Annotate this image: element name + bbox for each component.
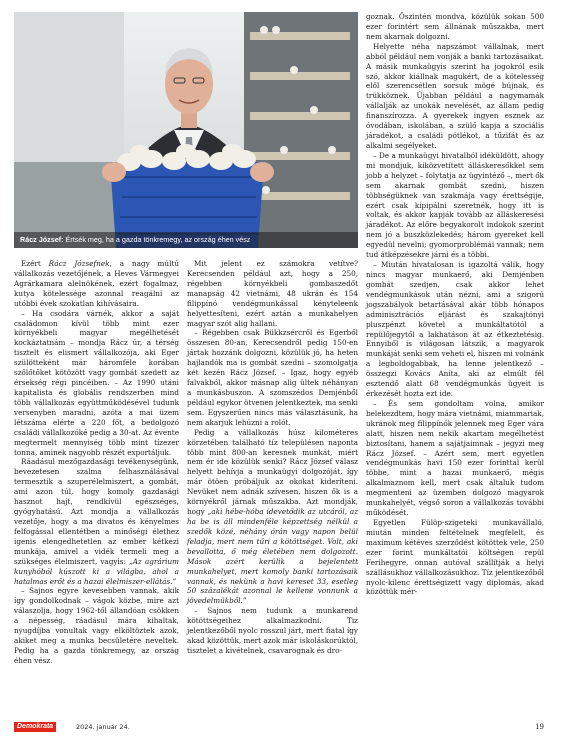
article-paragraph: – És sem gondoltam volna, amikor belekezdtem, hogy mára vietnámi, miammariak, ukránok meg filippínók jelennek meg Eger vára alatt, hiszen nem nekik akartam megélhetést biztosítani, hanem a sajátjaimnak – jegyzi meg Rácz József. – Azért sem, mert egyetlen vendégmunkás havi 150 ezer forinttal kerül többe, mint a hazai munkaerő, mégis alkalmaznom kell, mert csak általuk tudom megmenteni az üzemben dolgozó magyarok munkahelyét, végső soron a vállalkozás további működését. [366, 398, 544, 518]
caption-speaker: Rácz József: [20, 235, 64, 244]
article-paragraph: – Sajnos nem tudunk a munkarend kötöttségeihez alkalmazkodni. Tiz jelentkezőből nyolc rosszul járt, mert fiatal így akad közöttük, mert azok már iskoláskorúktól, tisztelet a kivételnek, csavarognak és dro- [187, 606, 358, 655]
article-paragraph [187, 428, 358, 607]
article-paragraph: – De a munkaügyi hivatalból idéküldött, ahogy mi mondjuk, kiközvetített álláskeresőkkel sem jobb a helyzet – folytatja az ügyintéző –, mert ők sem akarnak gombát szedni, hiszen többségüknek van szakmája vagy érettségije, ezért csak kipipálni szeretnék, hogy itt is voltak, és akkor kapják tovább az álláskeresési járadékot. Az előre begyakorolt indokok szerint nem jó a buszközlekedés; három gyereket kell egyedül nevelni; gyomorproblémái vannak; nem tud átképzésekre járni és a többi. [366, 150, 544, 260]
issue-date: 2024. január 24. [76, 723, 130, 731]
article-paragraph: Egyetlen Fülöp-szigeteki munkavállaló, miután minden feltételnek megfelelt, és maximum kétéves szerződést kötöttek vele, 250 ezer forint munkáltatói költségen repül Ferihegyre, onnan autóval szállítják a helyi szállásukhoz vállalkozásukhoz. Tíz jelentkezőből nyolc-kilenc érettségizett vagy diplomás, akad közöttük mér- [366, 518, 544, 597]
article-paragraph: Mit jelent ez számokra vetítve? Kerecsenden például azt, hogy a 250, régebben környékbeli gombaszedőt manapság 42 vietnámi, 48 ukrán és 154 filippínó vendégmunkással kényteleenk helyettesíteni, ezért aztán a munkahelyen magyar szót alig hallani. [187, 259, 358, 328]
article-paragraph: – Ha csodára várnék, akkor a saját családomon kívül több mint ezer környékbeli magyar megélhetését kockáztatnám – mondja Rácz úr, a térség tisztelt és elismert vállalkozója, aki Eger szülötteként már háromféle korában szőlőtőket kötözött vagy gombát szedett az érsekség régi pincéiben. – Az 1990 utáni kapitalista és globális rendszerben mind több vállalkozás együttműködésével tudunk versenyben maradni, azóta a mai üzem létszáma elérte a 220 főt, a bedolgozó családi vállalkozóké pedig a 30-at. Az éventе megtermelt mennyiség több mint tízezer tonna, aminek nagyobb részét exportáljuk. [14, 308, 179, 457]
article-column-2 [187, 259, 358, 656]
paragraph-text: , a nagy múltú vállalkozás vezetőjének, a Heves Vármegyei Agrárkamara alelnökének, ezért fogalmaz, kutya kötelessége azonnal reagálni az utóbbi évek szokatlan kihívásaira. [14, 259, 179, 308]
magazine-logo: Demokrata [14, 722, 56, 732]
paragraph-text: Pedig a vállalkozás húsz kilométeres körzetében található tíz településen napontа több mint 800-an keresnek munkát, miért nem ér ide közülük senki? Rácz József válasz helyett behívja a munkaügyi dolgozóját, így már ötöen próbáljuk az okokat kideríteni. Nevüket nem adnák szívesen, hiszen ők is a környékről járnak műszakba. Azt mondják, hogy [187, 427, 358, 517]
article-paragraph [14, 259, 179, 309]
article-column-3 [366, 12, 544, 597]
article-paragraph: goznak. Őszintén mondva, közülük sokan 500 ezer forintért sem állnának műszakba, mert nem akarnak dolgozni. [366, 12, 544, 41]
italic-quote: Rácz Józsefnek [48, 259, 110, 268]
article-paragraph: Helyette néha napszámot vállalnak, mert abból például nem vonják a banki tartozásaikat. A másik munkaügyis szerint ha jogokról esik szó, akkor kiállnak magukért, de a kötelesség elől szerencsétlen sorsuk mögé bújnak, és trükköznek. Újabban például a nagymamák vállalják az unokák nevelését, az állam pedig finanszírozza. A gyerekek ingyen esznek az óvodában, iskolában, a szülő kapja a szociális járadékot, a családi pótlékot, a tűzifát és az alkalmi segélyeket. [366, 41, 544, 150]
photo-illustration [14, 12, 358, 248]
photo-caption [14, 232, 358, 248]
article-column-1 [14, 259, 179, 666]
article-paragraph: – Régebben csak Bükkzsércről és Egerből összesen 80-an, Kerecsendről pedig 150-en jártak hozzánk dolgozni, közülük jó, ha heten hajlandók ma is gombát szedni – szomolgatja két kezén Rácz József. – Igaz, hogy egyéb falvakból, akkor másnap alig ültek néhányan a munkásbuszon. A szomszédos Demjénből például egykor ötvenen jelentkeztek, ma senki sem. Egyszerűen nincs más választásunk, ha nem akarjuk lehúzni a rolót. [187, 328, 358, 427]
caption-quote: Értsék meg, ha a gazda tönkremegy, az ország éhen vész [63, 235, 251, 244]
italic-quote: „Az agrárium kunyhóból kúszott ki a világba, ahol a hatalmas erőt és a hazai élelmiszer-ellátás.” [14, 556, 179, 586]
page-number: 19 [535, 723, 544, 731]
article-paragraph [14, 457, 179, 586]
paragraph-text: Ráadásul mezőgazdasági tevékenységünk, bevezetesen szalma felhasználásával termesztik a szuperélelmiszert, a gombát, ami azon túl, hogy komoly gazdasági hasznot hajt, rendkívül egészséges, gyógyhatású. Azt mondja a vállalkozás vezetője, hogy a ma divatos és kényelmes felfogással ellentétben a minőségi élethez igenis elengedhetetlen az ember kétkezi munkája, amivel a vidék termeli meg a szükséges élelmiszert, vagyis: [14, 457, 179, 566]
paragraph-text: Ezért [21, 259, 49, 268]
article-paragraph: – Sajnos egyre kevesebben vannak, akik így gondolkodnak – vágok közbe, mire azt válaszolja, hogy 1962-től állandóan csökken a népesség, ráadásul mára kihaltak, nyugdíjba vonultak vagy elköltöztek azok, akiket meg a munka becsületére neveltek. Pedig ha a gazda tönkremegy, az ország éhen vész. [14, 586, 179, 665]
article-photo [14, 12, 358, 248]
article-paragraph: – Miután hivatalosan is igazoltá válik, hogy nincs magyar munkaerő, aki Demjénben gombát szedjen, csak akkor lehet vendégmunkások után nézni, ami a szigorú jogszabályok betartásával akár több hónapos adminisztrációs eljárást és szakajtónyi pluszpénzt követel a munkáltatótól a repülőjegytől a lakhatáson át az étkeztetésig. Ennyiből is világosan látszik, a magyarok munkáját senki sem veheti el, hiszen mi volnánk a legboldogabbak, ha lenne jelentkező – összegzi Kovács Anita, aki az elmúlt fél esztendő alatt 68 vendégmunkás ügyeit is érkezését hozta ezt ide. [366, 260, 544, 399]
italic-quote: „aki hébe-hóba idevetődik az utcáról, az ha be is áll mindenféle képzettség nélkül a szedők közé, néhány órán vagy napon belül feladja, mert nem tűri a kötöttséget. Volt, aki bevallotta, ő még életében nem dolgozott. Mások azért kerülik a bejelentett munkahelyet, mert komoly banki tartozásaik vannak, és nekünk a havi kereset 33, esetleg 50 százalékát azonnal le kellene vonnunk a jövedelmükből.” [187, 507, 359, 606]
page-footer [14, 722, 544, 734]
